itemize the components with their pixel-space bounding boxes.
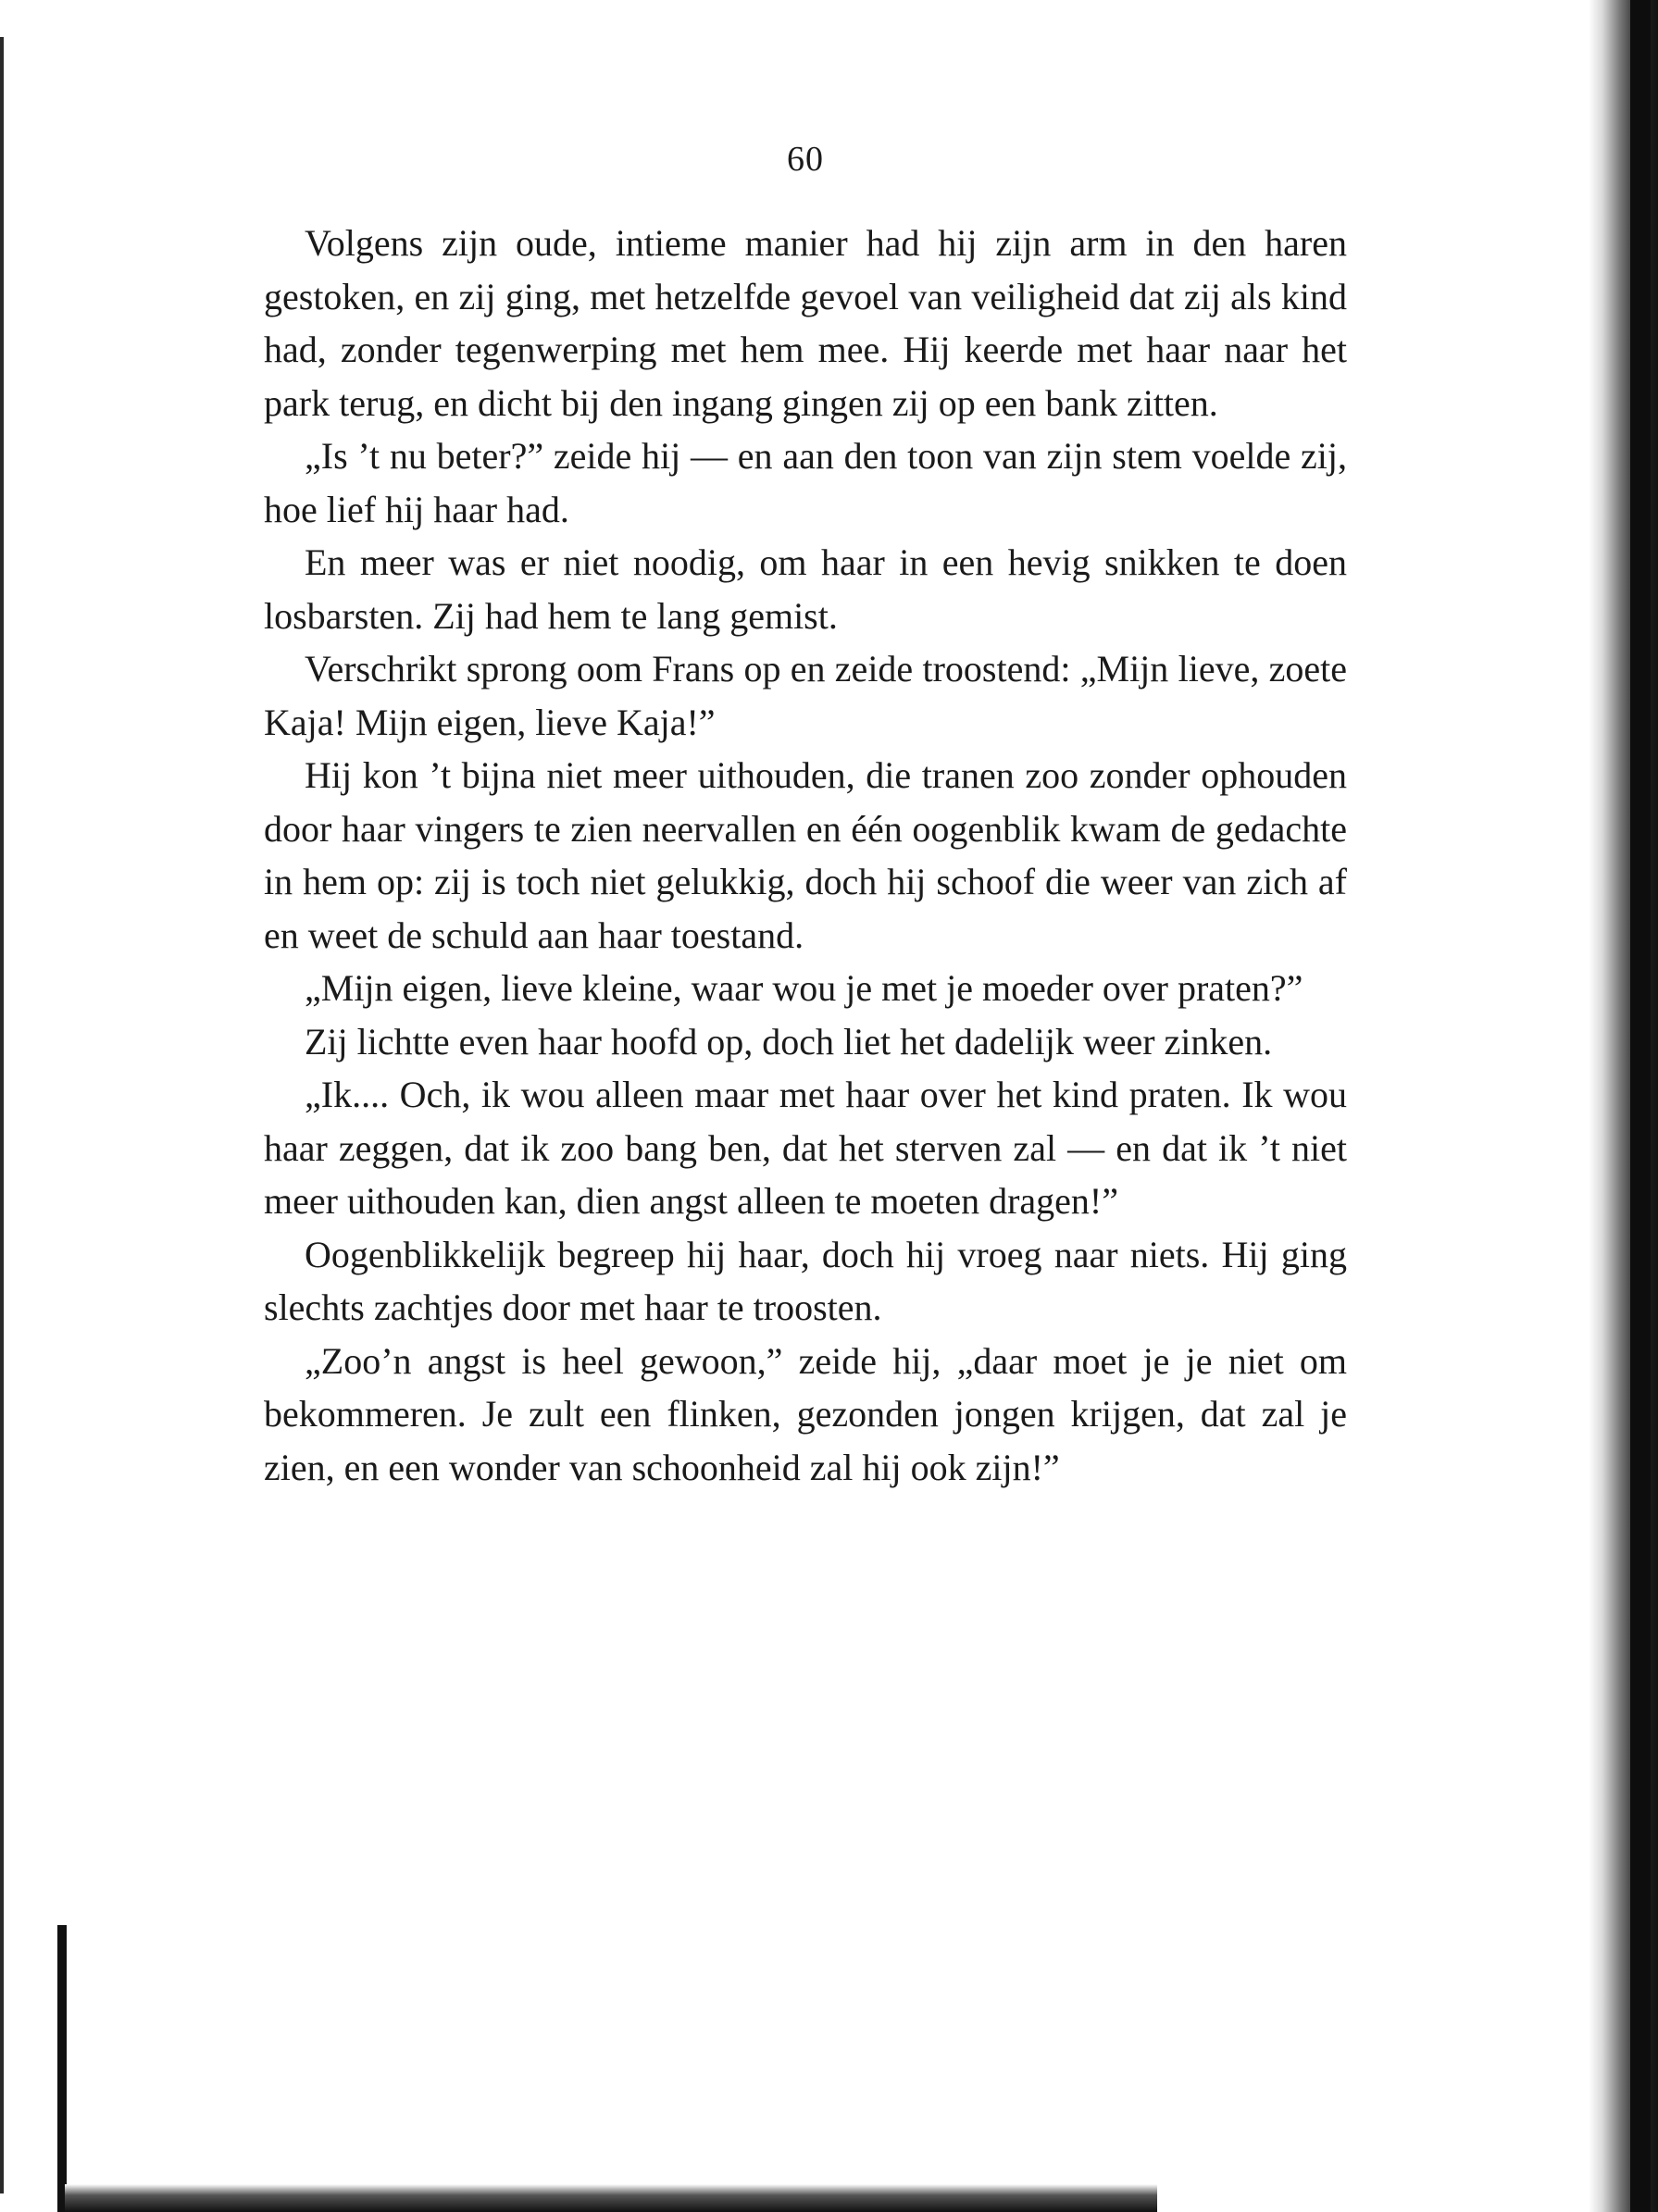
paragraph: En meer was er niet noodig, om haar in een hevig snikken te doen losbarsten. Zij had hem te lang gemist. xyxy=(264,541,1347,637)
page-text xyxy=(264,217,1347,1494)
scan-binding-shadow xyxy=(1589,0,1658,2212)
paragraph: „Zoo’n angst is heel gewoon,” zeide hij, „daar moet je je niet om bekommeren. Je zult een flinken, gezonden jongen krijgen, dat zal je zien, en een wonder van schoonheid zal hij ook zijn!” xyxy=(264,1339,1347,1488)
paragraph: „Mijn eigen, lieve kleine, waar wou je met je moeder over praten?” xyxy=(305,967,1303,1009)
paragraph: Zij lichtte even haar hoofd op, doch liet het dadelijk weer zinken. xyxy=(305,1020,1273,1063)
scan-binding-dark xyxy=(1630,0,1651,2212)
paragraph: „Is ’t nu beter?” zeide hij — en aan den toon van zijn stem voelde zij, hoe lief hij haar had. xyxy=(264,435,1347,530)
paragraph: „Ik.... Och, ik wou alleen maar met haar over het kind praten. Ik wou haar zeggen, dat ik zoo bang ben, dat het sterven zal — en dat ik ’t niet meer uithouden kan, dien angst alleen te moeten dragen!” xyxy=(264,1074,1347,1222)
paragraph: Hij kon ’t bijna niet meer uithouden, die tranen zoo zonder ophouden door haar vingers te zien neervallen en één oogenblik kwam de gedachte in hem op: zij is toch niet gelukkig, doch hij schoof die weer van zich af en weet de schuld aan haar toestand. xyxy=(264,754,1347,956)
paragraph: Verschrikt sprong oom Frans op en zeide troostend: „Mijn lieve, zoete Kaja! Mijn eigen, lieve Kaja!” xyxy=(264,648,1347,743)
page-number: 60 xyxy=(787,140,824,179)
book-page xyxy=(264,139,1347,1494)
scan-bottom-edge xyxy=(65,2184,1157,2212)
paragraph: Volgens zijn oude, intieme manier had hij zijn arm in den haren gestoken, en zij ging, met hetzelfde gevoel van veiligheid dat zij als kind had, zonder tegenwerping met hem mee. Hij keerde met haar naar het park terug, en dicht bij den ingang gingen zij op een bank zitten. xyxy=(264,222,1347,424)
scan-left-edge xyxy=(0,37,4,2193)
scan-left-bottom-edge xyxy=(57,1925,67,2212)
paragraph: Oogenblikkelijk begreep hij haar, doch hij vroeg naar niets. Hij ging slechts zachtjes door met haar te troosten. xyxy=(264,1233,1347,1328)
